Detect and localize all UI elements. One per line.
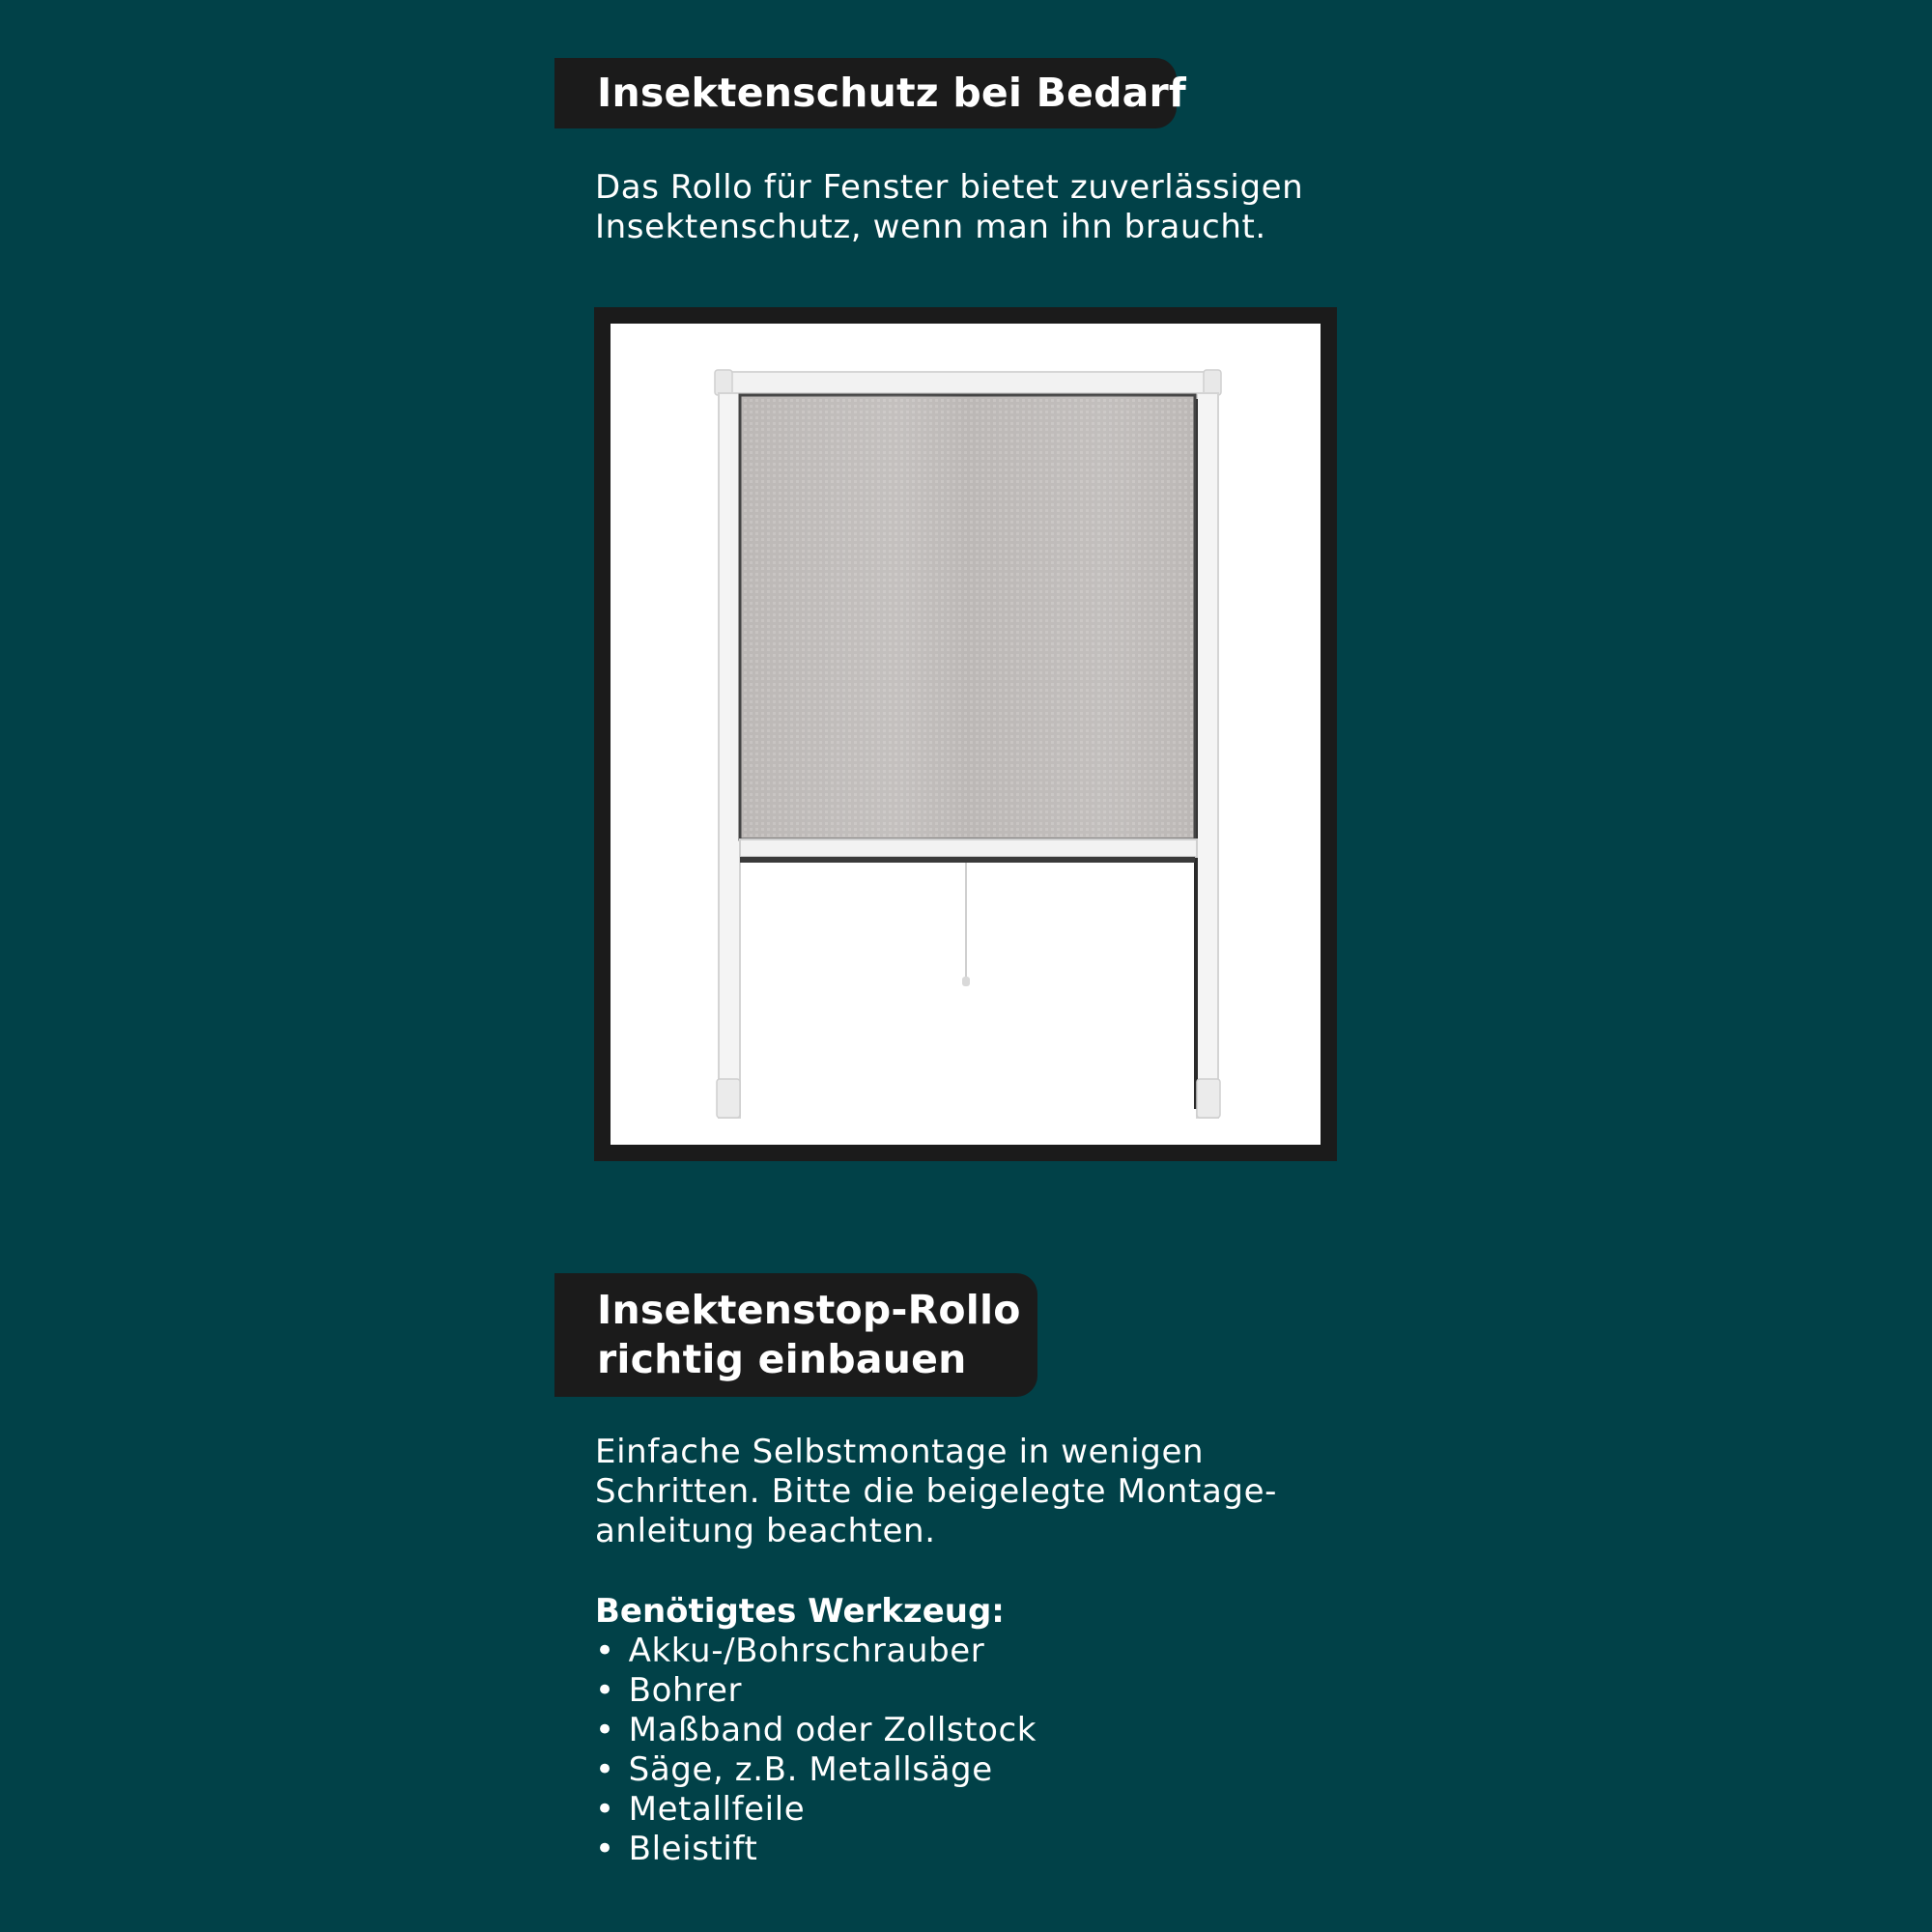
intro-line: Insektenschutz, wenn man ihn braucht. [595,208,1266,246]
product-photo [611,324,1321,1145]
heading-line: Insektenstop-Rollo [597,1287,1021,1333]
list-item: • Maßband oder Zollstock [595,1711,1037,1750]
section-heading-insektenschutz [554,58,1186,128]
montage-line: Schritten. Bitte die beigelegte Montage- [595,1472,1277,1511]
list-item: • Bohrer [595,1671,1037,1711]
montage-line: Einfache Selbstmontage in wenigen [595,1433,1205,1471]
list-item: • Akku-/Bohrschrauber [595,1632,1037,1671]
list-item: • Metallfeile [595,1790,1037,1830]
tools-list [595,1632,1037,1869]
list-item: • Bleistift [595,1830,1037,1869]
window-screen-roller-illustration [611,324,1321,1145]
section-heading-text: Insektenschutz bei Bedarf [597,70,1186,116]
tools-heading: Benötigtes Werkzeug: [595,1592,1005,1631]
product-photo-frame [594,307,1337,1161]
intro-paragraph [595,168,1303,247]
list-item: • Säge, z.B. Metallsäge [595,1750,1037,1790]
section-heading-einbauen [554,1273,1037,1397]
montage-paragraph [595,1433,1277,1551]
montage-line: anleitung beachten. [595,1512,936,1550]
intro-line: Das Rollo für Fenster bietet zuverlässigen [595,168,1304,207]
heading-line: richtig einbauen [597,1336,967,1382]
section-heading-text [597,1286,1021,1384]
